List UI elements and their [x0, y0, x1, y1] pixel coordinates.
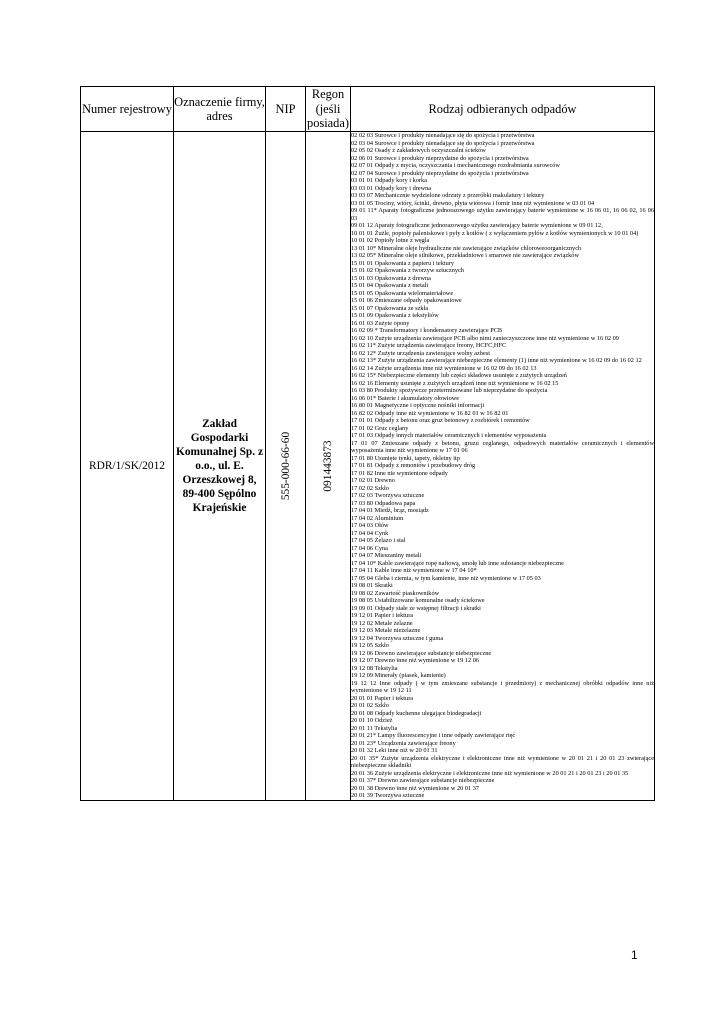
- nip-cell: [266, 132, 306, 801]
- list-item: 02 06 01 Surowce i produkty nieprzydatne do spożycia i przetwórstwa: [351, 154, 529, 162]
- list-item: 03 01 01 Odpady kory i korka: [351, 177, 427, 184]
- table-row: [81, 132, 655, 801]
- list-item: 17 01 01 Odpady z betonu oraz gruz betonowy z rozbiórek i remontów: [351, 417, 530, 424]
- list-item: 20 01 11 Tekstylia: [351, 724, 398, 732]
- list-item: 02 03 04 Surowce i produkty nienadające się do spożycia i przetwórstwa: [351, 139, 535, 147]
- list-item: 16 02 15* Niebezpieczne elementy lub części składowe usunięte z zużytych urządzeń: [351, 372, 567, 379]
- list-item: 20 01 35* Zużyte urządzenia elektryczne i elektroniczne inne niż wymienione w 20 01 21 i 20 01 23 zwierające niebezpieczne składniki: [351, 754, 654, 769]
- list-item: 20 01 10 Odzież: [351, 717, 393, 724]
- list-item: 17 04 05 Żelazo i stal: [351, 537, 406, 544]
- list-item: 13 02 05* Mineralne oleje silnikowe, przekładniowe i smarowe nie zawierające związków: [351, 252, 580, 259]
- list-item: 20 01 39 Tworzywa sztuczne: [351, 792, 425, 799]
- list-item: 15 01 07 Opakowania ze szkła: [351, 304, 429, 312]
- list-item: 02 05 02 Osady z zakładowych oczyszczalni ścieków: [351, 147, 486, 154]
- waste-register-table: [80, 86, 655, 801]
- list-item: 15 01 04 Opakowania z metali: [351, 282, 429, 289]
- list-item: 16 02 13* Zużyte urządzenia zawierające niebezpieczne elementy (1) inne niż wymienione w 16 02 09 do 16 02 12: [351, 357, 642, 364]
- list-item: 20 01 08 Odpady kuchenne ulegające biodegradacji: [351, 709, 482, 717]
- list-item: 03 03 07 Mechanicznie wydzielone odrzuty z przeróbki makulatury i tektury: [351, 192, 545, 199]
- regon-value: 091443873: [322, 440, 334, 492]
- list-item: 16 06 01* Baterie i akumulatory ołowiowe: [351, 394, 460, 402]
- list-item: 19 12 08 Tekstylia: [351, 664, 398, 672]
- header-company: Oznaczenie firmy, adres: [174, 87, 266, 132]
- list-item: 20 01 38 Drewno inne niż wymienione w 20 01 37: [351, 784, 480, 792]
- list-item: 16 03 80 Produkty spożywcze przeterminowane lub nieprzydatne do spożycia: [351, 387, 548, 394]
- nip-value: 555-000-66-60: [279, 431, 292, 500]
- list-item: 19 12 02 Metale żelazne: [351, 619, 413, 627]
- header-row: [81, 87, 655, 132]
- reg-number-cell: RDR/1/SK/2012: [81, 132, 174, 801]
- list-item: 16 02 16 Elementy usunięte z zużytych urządzeń inne niż wymienione w 16 02 15: [351, 379, 559, 387]
- list-item: 10 01 02 Popioły lotne z węgla: [351, 237, 430, 244]
- list-item: 02 02 03 Surowce i produkty nienadające się do spożycia i przetwórstwa: [351, 132, 535, 139]
- list-item: 20 01 37* Drewno zawierające substancje niebezpieczne: [351, 777, 495, 784]
- list-item: 15 01 05 Opakowania wielomateriałowe: [351, 289, 454, 297]
- list-item: 15 01 01 Opakowania z papieru i tektury: [351, 259, 454, 267]
- list-item: 17 03 80 Odpadowa papa: [351, 499, 416, 507]
- list-item: 16 80 01 Magnetyczne i optyczne nośniki informacji: [351, 402, 485, 409]
- list-item: 15 01 03 Opakowania z drewna: [351, 274, 431, 282]
- list-item: 17 05 04 Gleba i ziemia, w tym kamienie, inne niż wymienione w 17 05 03: [351, 574, 541, 582]
- list-item: 09 01 12 Aparaty fotograficzne jednorazowego użytku zawierający baterie wymienione w 09 01 12,: [351, 222, 603, 229]
- waste-types-cell: [351, 132, 655, 801]
- list-item: 17 02 03 Tworzywa sztuczne: [351, 492, 425, 499]
- list-item: 20 01 23* Urządzenia zawierające freony: [351, 739, 456, 747]
- list-item: 17 01 81 Odpady z remontów i przebudowy dróg: [351, 462, 476, 469]
- list-item: 16 82 02 Odpady inne niż wymienione w 16 82 01 w 16 82 01: [351, 409, 509, 417]
- header-waste-types: Rodzaj odbieranych odpadów: [351, 87, 655, 132]
- list-item: 20 01 21* Lampy fluorescencyjne i inne odpady zawierające rtęć: [351, 732, 516, 739]
- list-item: 17 04 03 Ołów: [351, 522, 389, 529]
- list-item: 02 07 01 Odpady z mycia, oczyszczania i mechanicznego rozdrabniania surowców: [351, 162, 560, 169]
- list-item: 20 01 36 Zużyte urządzenia elektryczne i elektroniczne inne niż wymienione w 20 01 21 i 20 01 23 i 20 01 35: [351, 769, 629, 777]
- list-item: 19 12 06 Drewno zawierające substancje niebezpieczne: [351, 649, 492, 657]
- list-item: 17 04 11 Kable inne niż wymienione w 17 04 10*: [351, 567, 477, 574]
- header-nip: NIP: [266, 87, 306, 132]
- list-item: 03 01 05 Trociny, wióry, ścinki, drewno, płyta wiórowa i fornir inne niż wymienione w 03 01 04: [351, 199, 595, 207]
- regon-cell: [306, 132, 351, 801]
- list-item: 17 04 04 Cynk: [351, 529, 389, 537]
- list-item: 19 09 01 Odpady stałe ze wstępnej filtracji i skratki: [351, 604, 481, 612]
- list-item: 17 01 82 Inne nie wymienione odpady: [351, 469, 448, 477]
- list-item: 17 02 01 Drewno: [351, 477, 395, 484]
- list-item: 17 04 10* Kable zawierające ropę naftową, smołę lub inne substancje niebezpieczne: [351, 559, 564, 567]
- list-item: 19 12 07 Drewno inne niż wymienione w 19 12 06: [351, 657, 480, 664]
- list-item: 09 01 11* Aparaty fotograficzne jednorazowego użytku zawierający baterie wymienione w 16 06 01, 16 06 02, 16 06 03: [351, 207, 654, 222]
- list-item: 19 12 05 Szkło: [351, 642, 389, 649]
- list-item: 15 01 06 Zmieszane odpady opakowaniowe: [351, 297, 462, 304]
- list-item: 10 01 01 Żużle, popioły paleniskowe i pyły z kotłów ( z wyłączeniem pyłów z kotłów wymienionych w 10 01 04): [351, 229, 639, 237]
- list-item: 17 04 06 Cyna: [351, 544, 388, 552]
- list-item: 13 01 10* Mineralne oleje hydrauliczne nie zawierające związków chloroweoorganicznych: [351, 244, 582, 252]
- list-item: 16 02 14 Zużyte urządzenia inne niż wymienione w 16 02 09 do 16 02 13: [351, 364, 537, 372]
- list-item: 17 01 80 Usunięte tynki, tapety, okleiny itp: [351, 454, 460, 462]
- list-item: 19 12 12 Inne odpady ( w tym zmieszane substancje i przedmioty) z mechanicznej obróbki odpadów inne niż wymienione w 19 12 11: [351, 679, 654, 694]
- list-item: 15 01 02 Opakowania z tworzyw sztucznych: [351, 267, 464, 274]
- list-item: 03 03 01 Odpady kory i drewna: [351, 184, 432, 192]
- list-item: 19 08 02 Zawartość piaskowników: [351, 589, 440, 597]
- header-regon: Regon (jeśli posiada): [307, 87, 349, 131]
- list-item: 20 01 02 Szkło: [351, 702, 389, 709]
- list-item: 19 08 01 Skratki: [351, 582, 393, 589]
- list-item: 19 12 03 Metale nieżelazne: [351, 627, 421, 634]
- list-item: 16 02 12* Zużyte urządzenia zawierające wolny azbest: [351, 349, 490, 357]
- list-item: 17 04 07 Mieszaniny metali: [351, 552, 422, 559]
- list-item: 16 02 09 * Transformatory i kondensatory zawierające PCB: [351, 327, 503, 334]
- list-item: 16 02 11* Zużyte urządzenia zawierające freony, HCFC,HFC: [351, 342, 507, 349]
- list-item: 17 01 02 Gruz ceglany: [351, 424, 409, 432]
- list-item: 16 01 03 Zużyte opony: [351, 319, 410, 327]
- page-number: 1: [631, 948, 638, 962]
- list-item: 19 08 05 Ustabilizowane komunalne osady ściekowe: [351, 597, 485, 604]
- list-item: 19 12 09 Minerały (piasek, kamienie): [351, 672, 446, 679]
- list-item: 15 01 09 Opakowania z tekstyliów: [351, 312, 439, 319]
- list-item: 17 02 02 Szkło: [351, 484, 389, 492]
- list-item: 17 04 02 Aluminium: [351, 514, 404, 522]
- list-item: 17 04 01 Miedź, brąz, mosiądz: [351, 507, 429, 514]
- list-item: 20 01 01 Papier i tektura: [351, 694, 414, 702]
- list-item: 17 01 07 Zmieszane odpady z betonu, gruzu ceglanego, odpadowych materiałów ceramicznych i elementów wyposażenia inne niż wymienione w 17 01 06: [351, 439, 654, 454]
- list-item: 17 01 03 Odpady innych materiałów ceramicznych i elementów wyposażenia: [351, 432, 547, 439]
- list-item: 19 12 01 Papier i tektura: [351, 612, 414, 619]
- company-cell: Zakład Gospodarki Komunalnej Sp. z o.o., ul. E. Orzeszkowej 8, 89-400 Sępólno Krajeńskie: [174, 132, 266, 801]
- header-reg-number: Numer rejestrowy: [81, 87, 174, 132]
- list-item: 20 01 32 Leki inne niż w 20 01 31: [351, 747, 438, 754]
- list-item: 16 02 10 Zużyte urządzenia zawierające PCB albo nimi zanieczyszczone inne niż wymienione w 16 02 09: [351, 334, 619, 342]
- list-item: 19 12 04 Tworzywa sztuczne i guma: [351, 634, 444, 642]
- list-item: 02 07 04 Surowce i produkty nieprzydatne do spożycia i przetwórstwa: [351, 169, 529, 177]
- waste-list: [351, 132, 654, 800]
